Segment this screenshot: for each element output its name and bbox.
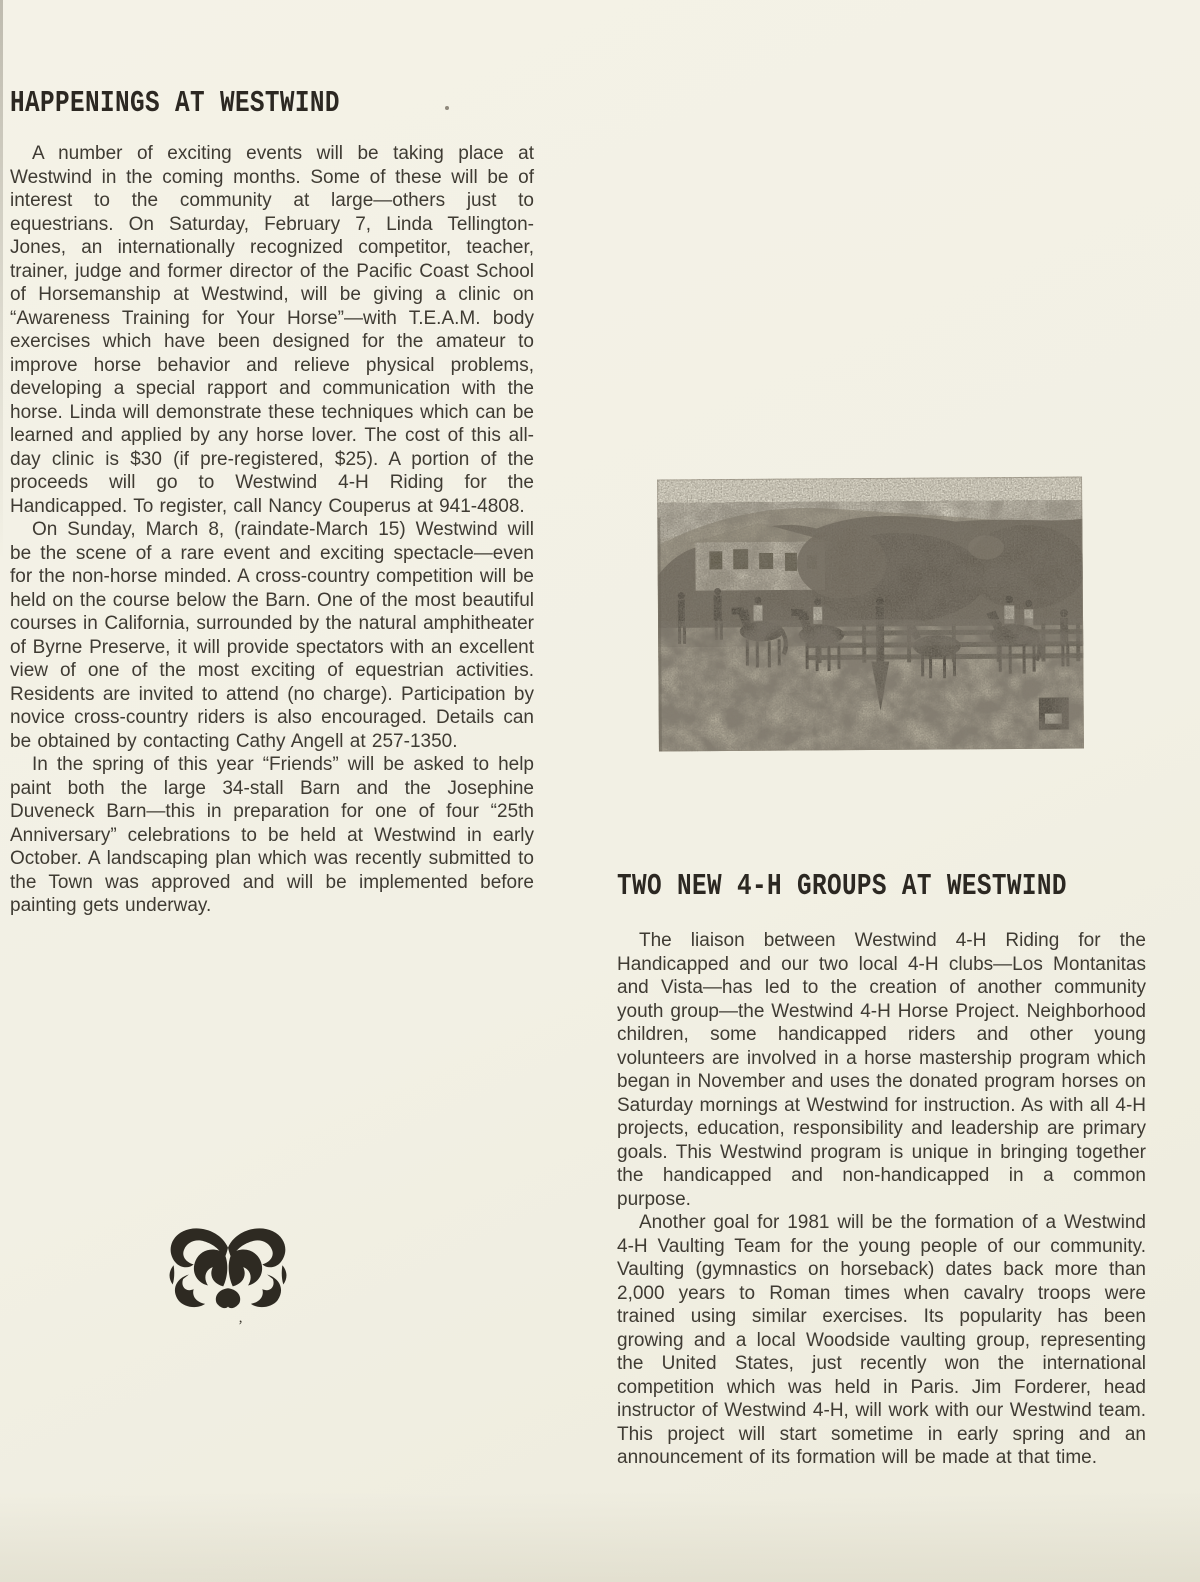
stray-comma-mark: ’ <box>238 1318 243 1334</box>
right-section-heading <box>617 871 1146 902</box>
body-paragraph: Another goal for 1981 will be the formation of a Westwind 4-H Vaulting Team for the young people of our community. Vaulting (gymnastics on horseback) dates back more than 2,000 years to Roman times when cavalry troops were trained using similar exercises. Its popularity has been growing and a local Woodside vaulting group, representing the United States, just recently won the international competition which was held in Paris. Jim Forderer, head instructor of Westwind 4-H, will work with our Westwind team. This project will start sometime in early spring and an announcement of its formation will be made at that time. <box>617 1212 1146 1468</box>
printers-ornament <box>166 1222 290 1314</box>
stray-dot-mark <box>445 106 449 110</box>
left-column <box>10 88 534 918</box>
scan-edge-shadow <box>0 0 3 560</box>
right-heading-text: TWO NEW 4-H GROUPS AT WESTWIND <box>617 869 1067 904</box>
fleuron-icon <box>166 1222 290 1314</box>
body-paragraph: A number of exciting events will be taking place at Westwind in the coming months. Some of these will be of interest to the community at large—others just to equestrians. On Saturday, February 7, Linda Tellington-Jones, an internationally recognized competitor, teacher, trainer, judge and former director of the Pacific Coast School of Horsemanship at Westwind, will be giving a clinic on “Awareness Training for Your Horse”—with T.E.A.M. body exercises which have been designed for the amateur to improve horse behavior and relieve physical problems, developing a special rapport and communication with the horse. Linda will demonstrate these techniques which can be learned and applied by any horse lover. The cost of this all-day clinic is $30 (if pre-registered, $25). A portion of the proceeds will go to Westwind 4-H Riding for the Handicapped. To register, call Nancy Couperus at 941-4808. <box>10 143 534 517</box>
horse-riders-photo <box>657 477 1084 752</box>
body-paragraph: In the spring of this year “Friends” will be asked to help paint both the large 34-stall Barn and the Josephine Duveneck Barn—this in preparation for one of four “25th Anniversary” celebrations to be held at Westwind in early October. A landscaping plan which was recently submitted to the Town was approved and will be implemented before painting gets underway. <box>10 754 534 916</box>
left-section-heading <box>10 88 534 119</box>
body-paragraph: On Sunday, March 8, (raindate-March 15) Westwind will be the scene of a rare event and exciting spectacle—even for the non-horse minded. A cross-country competition will be held on the course below the Barn. One of the most beautiful courses in California, surrounded by the natural amphitheater of Byrne Preserve, it will provide spectators with an excellent view of one of the most exciting of equestrian activities. Residents are invited to attend (no charge). Participation by novice cross-country riders is also encouraged. Details can be obtained by contacting Cathy Angell at 257-1350. <box>10 519 534 752</box>
left-heading-text: HAPPENINGS AT WESTWIND <box>10 86 340 121</box>
right-column <box>617 871 1146 1470</box>
photo-image <box>657 477 1084 752</box>
body-paragraph: The liaison between Westwind 4-H Riding for the Handicapped and our two local 4-H clubs—Los Montanitas and Vista—has led to the creation of another community youth group—the Westwind 4-H Horse Project. Neighborhood children, some handicapped riders and other young volunteers are involved in a horse mastership program which began in November and uses the donated program horses on Saturday mornings at Westwind for instruction. As with all 4-H projects, education, responsibility and leadership are primary goals. This Westwind program is unique in bringing together the handicapped and non-handicapped in a common purpose. <box>617 930 1146 1210</box>
